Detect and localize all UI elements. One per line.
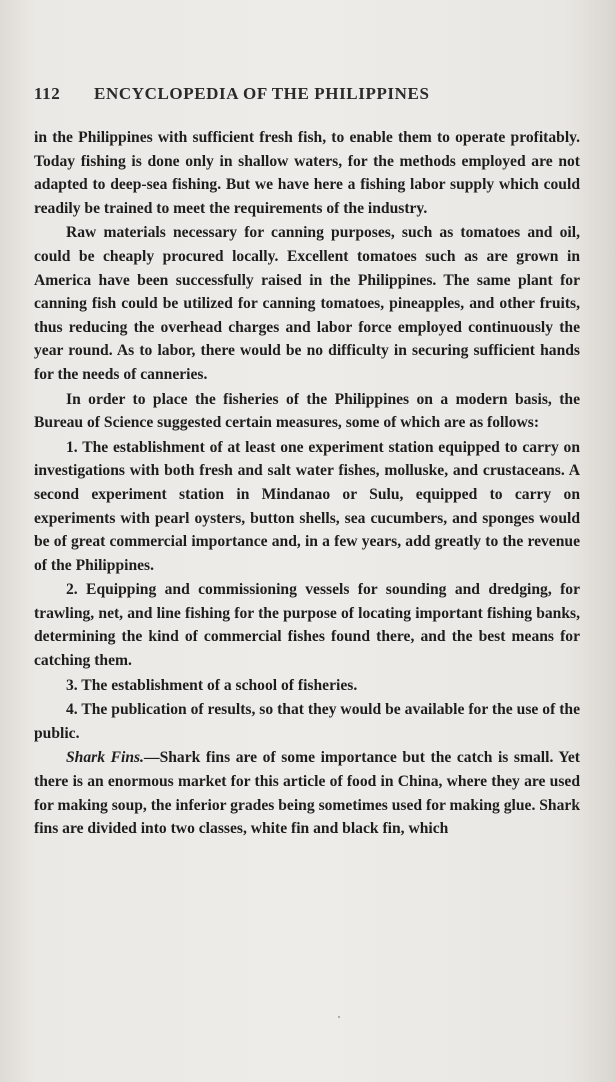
list-item-experiment-station: 1. The establishment of at least one experiment station equipped to carry on investigations with both fresh and salt water fishes, molluske, and crustaceans. A second experiment station in Mindanao or Sulu, equipped to carry on experiments with pearl oysters, button shells, sea cucumbers, and sponges would be of great commercial importance and, in a few years, add greatly to the revenue of the Philippines. [34,438,580,574]
list-item-school: 3. The establishment of a school of fisheries. [66,676,358,694]
paragraph-bureau-measures: In order to place the fisheries of the Philippines on a modern basis, the Bureau of Science suggested certain measures, some of which are as follows: [34,390,580,432]
page-body [34,126,580,841]
paragraph-shark-fins [34,746,580,840]
running-header [34,84,574,104]
shark-fins-text: —Shark fins are of some importance but the catch is small. Yet there is an enormous market for this article of food in China, where they are used for making soup, the inferior grades being sometimes used for making glue. Shark fins are divided into two classes, white fin and black fin, which [34,749,580,838]
book-title: ENCYCLOPEDIA OF THE PHILIPPINES [94,84,430,103]
paragraph-raw-materials: Raw materials necessary for canning purposes, such as tomatoes and oil, could be cheaply procured locally. Excellent tomatoes such as are grown in America have been successfully raised in the Philippines. The same plant for canning fish could be utilized for canning tomatoes, pineapples, and other fruits, thus reducing the overhead charges and labor force employed continuously the year round. As to labor, there would be no difficulty in securing sufficient hands for the needs of canneries. [34,224,580,383]
section-heading-shark-fins: Shark Fins. [66,749,144,767]
paragraph-continuation: in the Philippines with sufficient fresh fish, to enable them to operate profitably. Today fishing is done only in shallow waters, for the methods employed are not adapted to deep-sea fishing. But we have here a fishing labor supply which could readily be trained to meet the requirements of the industry. [34,129,580,217]
paper-speck [338,1016,340,1018]
page-number: 112 [34,84,61,103]
list-item-vessels: 2. Equipping and commissioning vessels for sounding and dredging, for trawling, net, and line fishing for the purpose of locating important fishing banks, determining the kind of commercial fishes found there, and the best means for catching them. [34,581,580,670]
list-item-publication: 4. The publication of results, so that they would be available for the use of the public. [34,701,580,742]
